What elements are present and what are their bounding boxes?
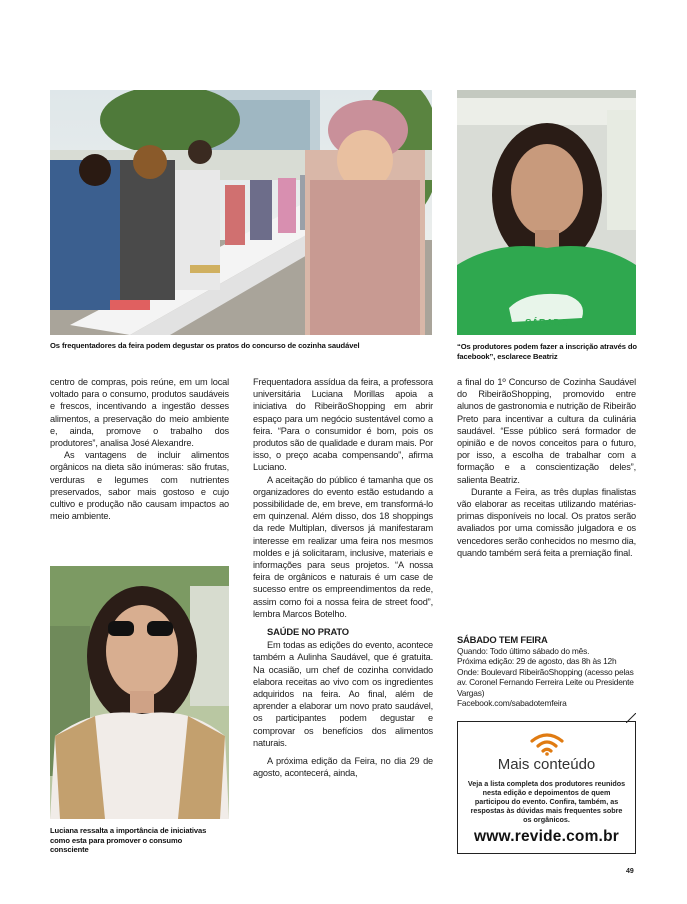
more-content-box	[457, 721, 636, 854]
photo-caption-beatriz: “Os produtores podem fazer a inscrição através do facebook”, esclarece Beatriz	[457, 342, 637, 361]
article-column-2	[253, 376, 433, 780]
article-paragraph: Em todas as edições do evento, acontece também a Aulinha Saudável, que é gratuita. Na ocasião, um chef de cozinha convidado elabora receitas ao vivo com os ingredientes adquiridos na feira. Ao final, além de aprender a elaborar um novo prato saudável, os participantes podem degustar e comprovar os benefícios dos alimentos naturais.	[253, 640, 433, 748]
wifi-icon	[529, 732, 565, 756]
more-content-title: Mais conteúdo	[497, 756, 596, 773]
event-where: Onde: Boulevard RibeirãoShopping (acesso pelas av. Coronel Fernando Ferreira Leite ou Presidente Vargas)	[457, 666, 634, 698]
event-next: Próxima edição: 29 de agosto, das 8h às 12h	[457, 656, 617, 667]
event-info-box	[457, 634, 639, 708]
article-paragraph: As vantagens de incluir alimentos orgânicos na dieta são inúmeras: são frutas, verduras e legumes com nutrientes preservados, sabor mais gostoso e cujo cultivo e produção não causam impactos ao meio ambiente.	[50, 450, 229, 522]
article-paragraph: a final do 1º Concurso de Cozinha Saudável do RibeirãoShopping, promovido entre alunos de gastronomia e nutrição de Ribeirão Preto para incentivar a cultura da culinária saudável. “Esse público será formador de opinião e de novos conceitos para o futuro, por isso, a escolha de trabalhar com a formação e a conscientização deles”, salienta Beatriz.	[457, 377, 636, 485]
page-number: 49	[626, 868, 634, 875]
article-paragraph: centro de compras, pois reúne, em um local voltado para o consumo, produtos saudáveis e frescos, incentivando a ingestão desses alimentos, a preservação do meio ambiente e, ainda, promove o trabalho dos produtores”, analisa José Alexandre.	[50, 377, 229, 449]
event-facebook: Facebook.com/sabadotemfeira	[457, 698, 567, 709]
article-column-1	[50, 376, 229, 522]
photo-beatriz	[457, 90, 636, 335]
article-paragraph: A aceitação do público é tamanha que os organizadores do evento estão estudando a possibilidade de, em breve, em transformá-lo em quinzenal. Além disso, dos 18 shoppings da rede Multiplan, diversos já manifestaram interesse em realizar uma feira nos mesmos moldes e já solicitaram, inclusive, materiais e informações para seus projetos. “A nossa feira de orgânicos e naturais é um case de sucesso entre os empreendimentos da rede, assim como foi a nossa feira de street food”, lembra Marcos Botelho.	[253, 474, 433, 619]
photo-caption-market: Os frequentadores da feira podem degustar os pratos do concurso de cozinha saudável	[50, 341, 360, 350]
event-when: Quando: Todo último sábado do mês.	[457, 646, 590, 656]
photo-luciana	[50, 566, 229, 819]
article-paragraph: Frequentadora assídua da feira, a professora universitária Luciana Morillas apoia a iniciativa do RibeirãoShopping em abrir espaço para um negócio sustentável como a feira. “Para o consumidor é bom, pois os produtos são de qualidade e duram mais. Por isso, o preço acaba compensando”, afirma Luciano.	[253, 377, 433, 473]
more-content-text: Veja a lista completa dos produtores reunidos nesta edição e depoimentos de quem participou do evento. Confira, também, as respostas às dúvidas mais frequentes sobre os orgânicos.	[467, 779, 626, 824]
section-heading: SAÚDE NO PRATO	[267, 626, 349, 638]
article-paragraph: A próxima edição da Feira, no dia 29 de agosto, acontecerá, ainda,	[253, 756, 433, 779]
shirt-text: SÁBADO	[525, 318, 569, 329]
website-link[interactable]: www.revide.com.br	[474, 828, 619, 845]
article-paragraph: Durante a Feira, as três duplas finalistas vão elaborar as receitas utilizando matérias-primas disponíveis no local. Os pratos serão avaliados por uma comissão julgadora e os vencedores serão conhecidos no mesmo dia, quando também será feita a premiação final.	[457, 486, 636, 558]
event-info-title: SÁBADO TEM FEIRA	[457, 634, 548, 645]
article-column-3	[457, 376, 636, 559]
photo-caption-luciana: Luciana ressalta a importância de iniciativas como esta para promover o consumo consciente	[50, 826, 207, 855]
box-corner-fold	[626, 713, 636, 723]
photo-market-scene	[50, 90, 432, 335]
